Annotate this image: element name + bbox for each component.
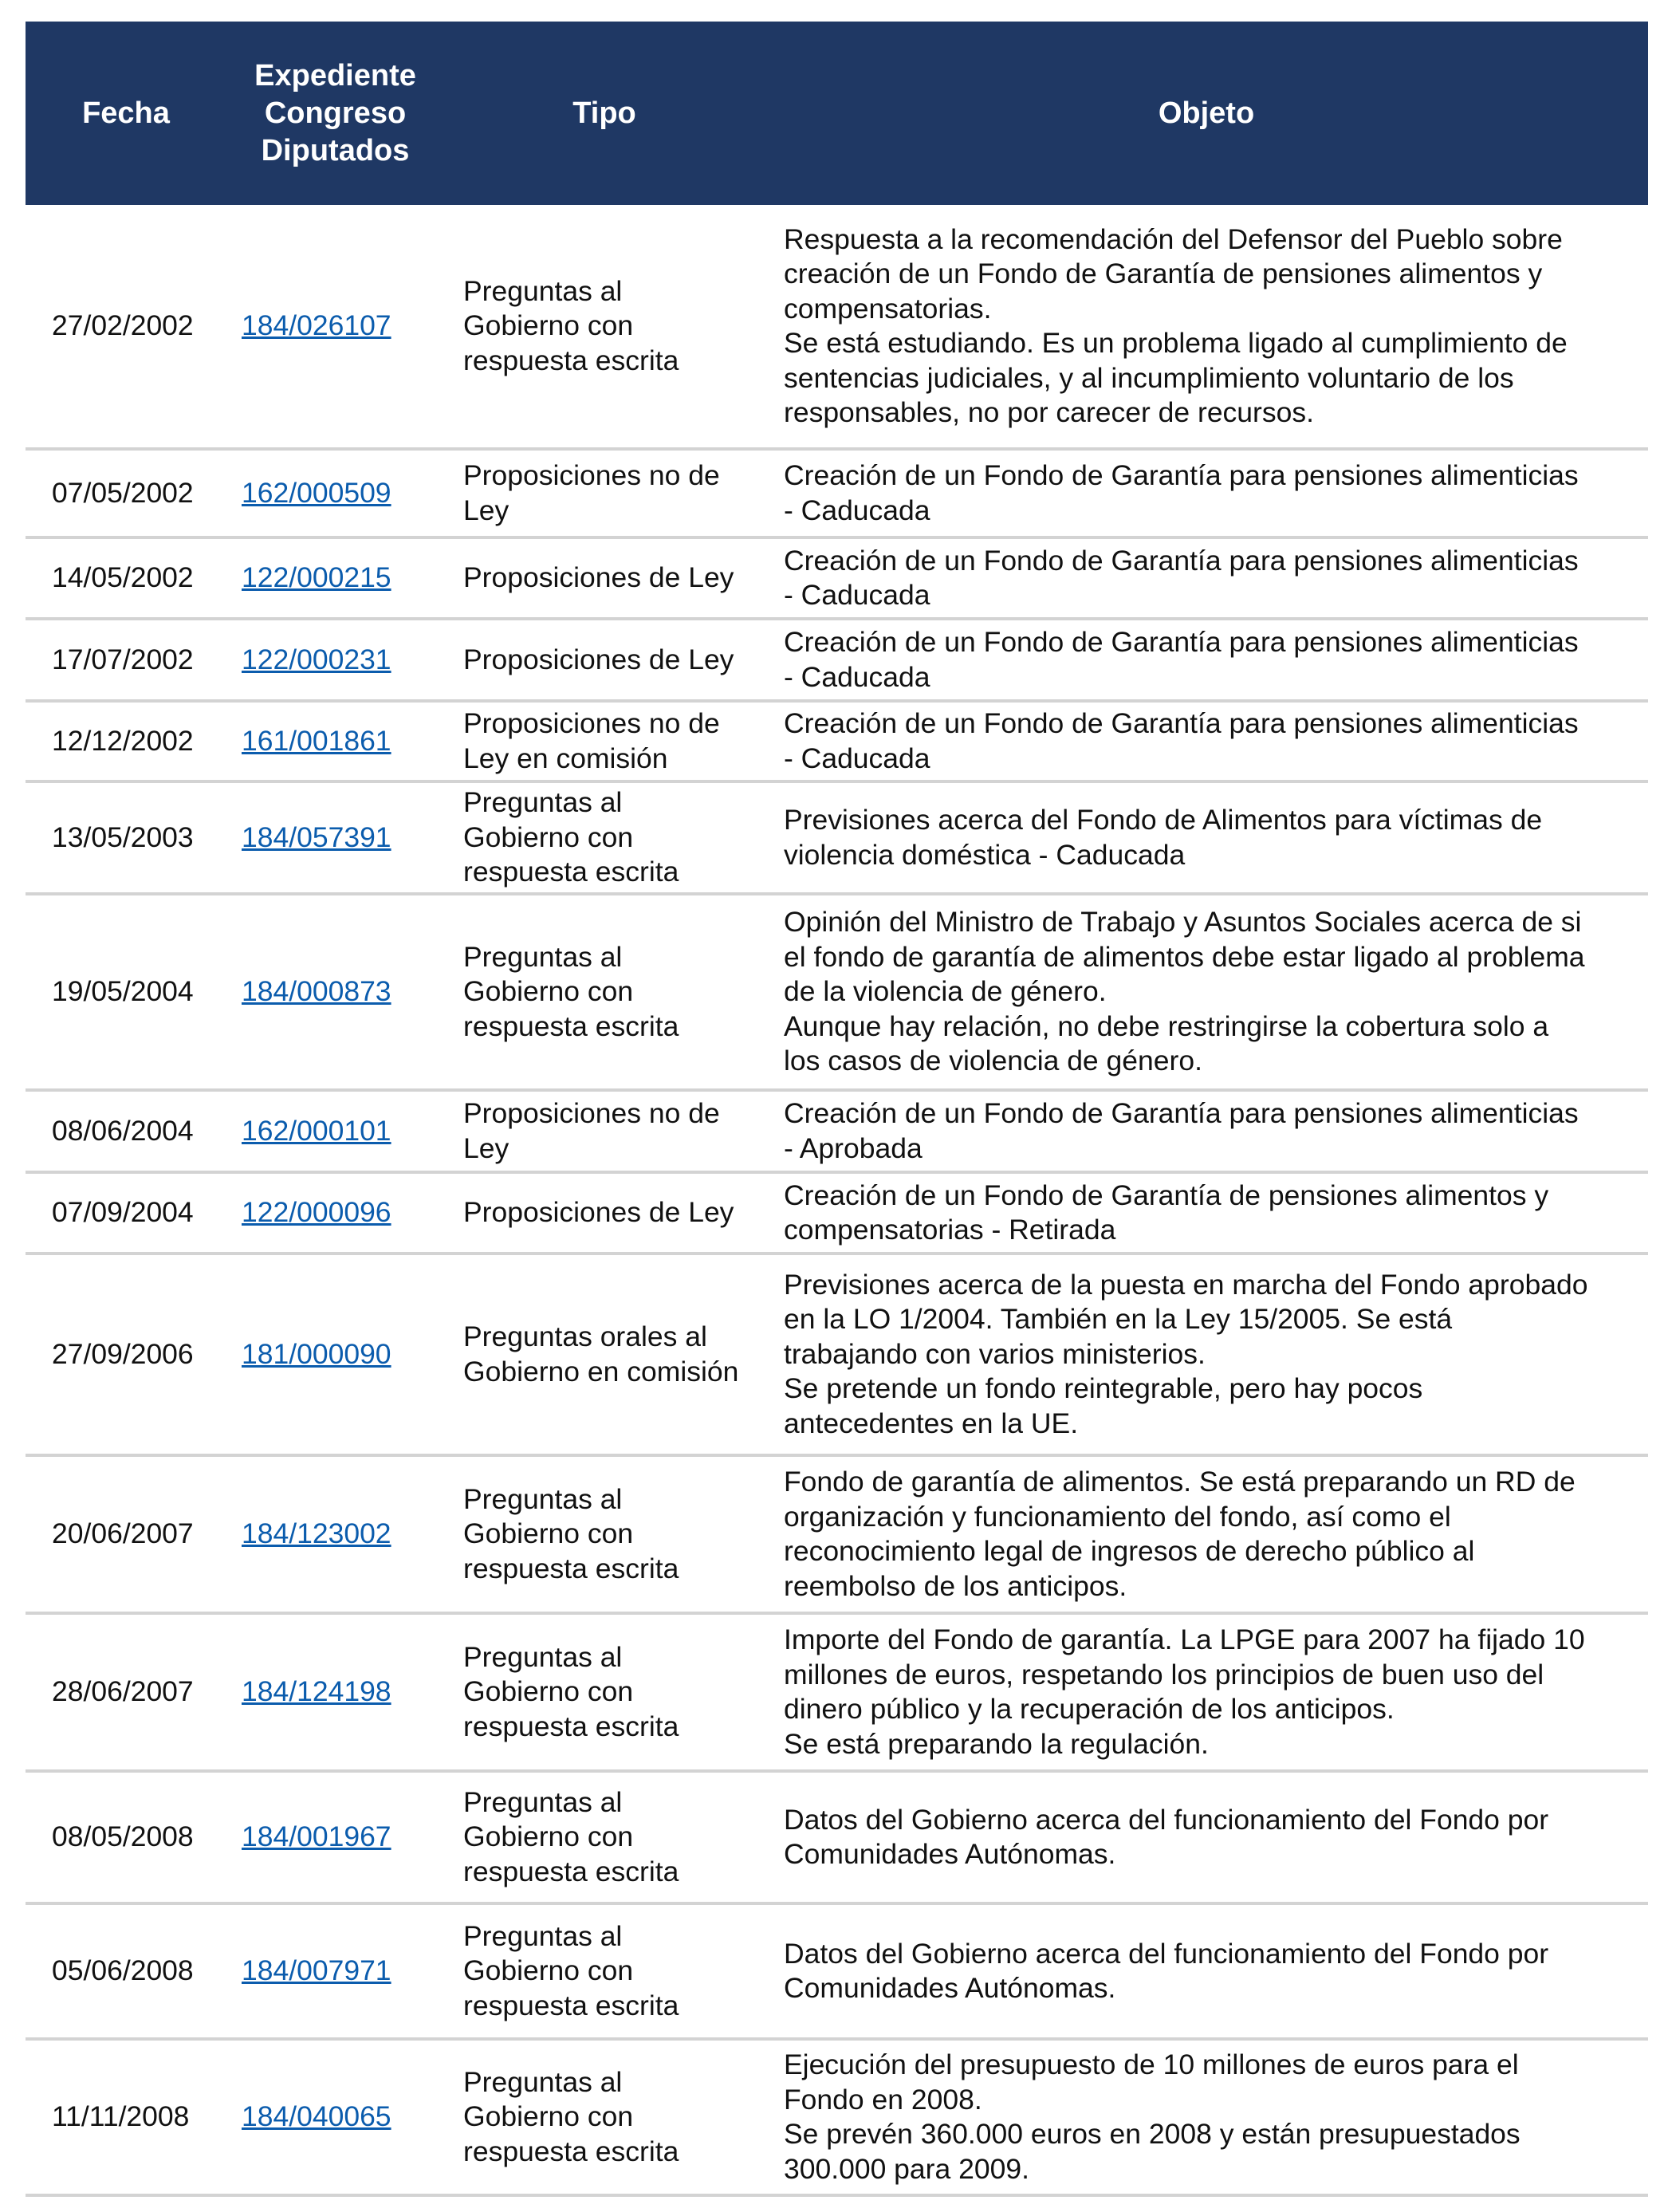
cell-tipo: Proposiciones de Ley (444, 619, 765, 701)
table-header (26, 22, 1648, 205)
expediente-link[interactable]: 184/001967 (242, 1820, 391, 1853)
cell-expediente (226, 537, 444, 619)
cell-tipo: Preguntas al Gobierno con respuesta escrita (444, 1455, 765, 1613)
cell-expediente (226, 205, 444, 449)
table-row (26, 449, 1648, 537)
table-row (26, 781, 1648, 894)
cell-objeto: Ejecución del presupuesto de 10 millones de euros para el Fondo en 2008. Se prevén 360.000 euros en 2008 y están presupuestados 300.000 para 2009. (765, 2039, 1648, 2195)
cell-fecha: 11/11/2008 (26, 2039, 226, 2195)
expediente-link[interactable]: 184/007971 (242, 1954, 391, 1987)
cell-objeto: Creación de un Fondo de Garantía para pensiones alimenticias - Aprobada (765, 1090, 1648, 1172)
cell-objeto: Fondo de garantía de alimentos. Se está preparando un RD de organización y funcionamiento del fondo, así como el reconocimiento legal de ingresos de derecho público al reembolso de los anticipos. (765, 1455, 1648, 1613)
cell-tipo: Proposiciones no de Ley en comisión (444, 701, 765, 781)
cell-fecha: 17/07/2002 (26, 619, 226, 701)
cell-tipo: Proposiciones no de Ley (444, 449, 765, 537)
cell-tipo: Preguntas orales al Gobierno en comisión (444, 1254, 765, 1455)
cell-fecha: 13/05/2003 (26, 781, 226, 894)
cell-objeto: Datos del Gobierno acerca del funcionamiento del Fondo por Comunidades Autónomas. (765, 1903, 1648, 2039)
cell-fecha: 19/05/2004 (26, 894, 226, 1090)
cell-fecha: 28/06/2007 (26, 1613, 226, 1771)
cell-tipo: Preguntas al Gobierno con respuesta escrita (444, 1613, 765, 1771)
cell-expediente (226, 894, 444, 1090)
expediente-link[interactable]: 184/057391 (242, 821, 391, 853)
expediente-link[interactable]: 161/001861 (242, 724, 391, 757)
expediente-link[interactable]: 122/000096 (242, 1196, 391, 1229)
cell-expediente (226, 781, 444, 894)
parliamentary-initiatives-table (26, 22, 1648, 2197)
cell-objeto: Importe del Fondo de garantía. La LPGE para 2007 ha fijado 10 millones de euros, respetando los principios de buen uso del dinero público y la recuperación de los anticipos. Se está preparando la regulación. (765, 1613, 1648, 1771)
table-row (26, 1771, 1648, 1903)
cell-fecha: 20/06/2007 (26, 1455, 226, 1613)
cell-expediente (226, 1903, 444, 2039)
cell-objeto: Datos del Gobierno acerca del funcionamiento del Fondo por Comunidades Autónomas. (765, 1771, 1648, 1903)
table-row (26, 619, 1648, 701)
expediente-link[interactable]: 184/000873 (242, 975, 391, 1008)
expediente-link[interactable]: 122/000215 (242, 561, 391, 594)
expediente-link[interactable]: 184/123002 (242, 1517, 391, 1550)
cell-fecha: 08/05/2008 (26, 1771, 226, 1903)
table-row (26, 1903, 1648, 2039)
expediente-link[interactable]: 181/000090 (242, 1337, 391, 1370)
expediente-link[interactable]: 184/040065 (242, 2100, 391, 2133)
table-row (26, 701, 1648, 781)
cell-expediente (226, 1090, 444, 1172)
table-row (26, 1613, 1648, 1771)
header-expediente: Expediente Congreso Diputados (226, 22, 444, 205)
expediente-link[interactable]: 162/000101 (242, 1114, 391, 1147)
cell-tipo: Preguntas al Gobierno con respuesta escrita (444, 1903, 765, 2039)
expediente-link[interactable]: 184/124198 (242, 1675, 391, 1708)
table-row (26, 894, 1648, 1090)
cell-fecha: 07/05/2002 (26, 449, 226, 537)
cell-expediente (226, 2039, 444, 2195)
cell-expediente (226, 449, 444, 537)
expediente-link[interactable]: 162/000509 (242, 476, 391, 509)
cell-fecha: 27/02/2002 (26, 205, 226, 449)
cell-tipo: Preguntas al Gobierno con respuesta escrita (444, 205, 765, 449)
cell-expediente (226, 1771, 444, 1903)
table-row (26, 1254, 1648, 1455)
cell-objeto: Opinión del Ministro de Trabajo y Asuntos Sociales acerca de si el fondo de garantía de alimentos debe estar ligado al problema de la violencia de género. Aunque hay relación, no debe restringirse la cobertura solo a los casos de violencia de género. (765, 894, 1648, 1090)
cell-tipo: Preguntas al Gobierno con respuesta escrita (444, 781, 765, 894)
header-tipo: Tipo (444, 22, 765, 205)
header-objeto: Objeto (765, 22, 1648, 205)
cell-objeto: Previsiones acerca de la puesta en marcha del Fondo aprobado en la LO 1/2004. También en la Ley 15/2005. Se está trabajando con varios ministerios. Se pretende un fondo reintegrable, pero hay pocos antecedentes en la UE. (765, 1254, 1648, 1455)
cell-tipo: Preguntas al Gobierno con respuesta escrita (444, 894, 765, 1090)
cell-fecha: 12/12/2002 (26, 701, 226, 781)
cell-objeto: Previsiones acerca del Fondo de Alimentos para víctimas de violencia doméstica - Caducada (765, 781, 1648, 894)
cell-expediente (226, 1254, 444, 1455)
table-row (26, 1090, 1648, 1172)
cell-fecha: 05/06/2008 (26, 1903, 226, 2039)
table-row (26, 1172, 1648, 1254)
cell-objeto: Creación de un Fondo de Garantía para pensiones alimenticias - Caducada (765, 449, 1648, 537)
cell-objeto: Creación de un Fondo de Garantía para pensiones alimenticias - Caducada (765, 701, 1648, 781)
cell-expediente (226, 1613, 444, 1771)
header-row (26, 22, 1648, 205)
cell-fecha: 07/09/2004 (26, 1172, 226, 1254)
header-fecha: Fecha (26, 22, 226, 205)
table-row (26, 205, 1648, 449)
cell-tipo: Proposiciones no de Ley (444, 1090, 765, 1172)
cell-tipo: Proposiciones de Ley (444, 537, 765, 619)
cell-tipo: Preguntas al Gobierno con respuesta escrita (444, 2039, 765, 2195)
cell-objeto: Creación de un Fondo de Garantía de pensiones alimentos y compensatorias - Retirada (765, 1172, 1648, 1254)
cell-objeto: Creación de un Fondo de Garantía para pensiones alimenticias - Caducada (765, 537, 1648, 619)
cell-objeto: Creación de un Fondo de Garantía para pensiones alimenticias - Caducada (765, 619, 1648, 701)
cell-fecha: 08/06/2004 (26, 1090, 226, 1172)
cell-objeto: Respuesta a la recomendación del Defensor del Pueblo sobre creación de un Fondo de Garantía de pensiones alimentos y compensatorias. Se está estudiando. Es un problema ligado al cumplimiento de sentencias judiciales, y al incumplimiento voluntario de los responsables, no por carecer de recursos. (765, 205, 1648, 449)
cell-expediente (226, 1172, 444, 1254)
table-row (26, 2039, 1648, 2195)
cell-fecha: 14/05/2002 (26, 537, 226, 619)
cell-tipo: Preguntas al Gobierno con respuesta escrita (444, 1771, 765, 1903)
expediente-link[interactable]: 122/000231 (242, 643, 391, 675)
table-row (26, 1455, 1648, 1613)
cell-tipo: Proposiciones de Ley (444, 1172, 765, 1254)
table-row (26, 537, 1648, 619)
cell-expediente (226, 619, 444, 701)
expediente-link[interactable]: 184/026107 (242, 309, 391, 342)
cell-fecha: 27/09/2006 (26, 1254, 226, 1455)
cell-expediente (226, 701, 444, 781)
cell-expediente (226, 1455, 444, 1613)
table-body (26, 205, 1648, 2195)
